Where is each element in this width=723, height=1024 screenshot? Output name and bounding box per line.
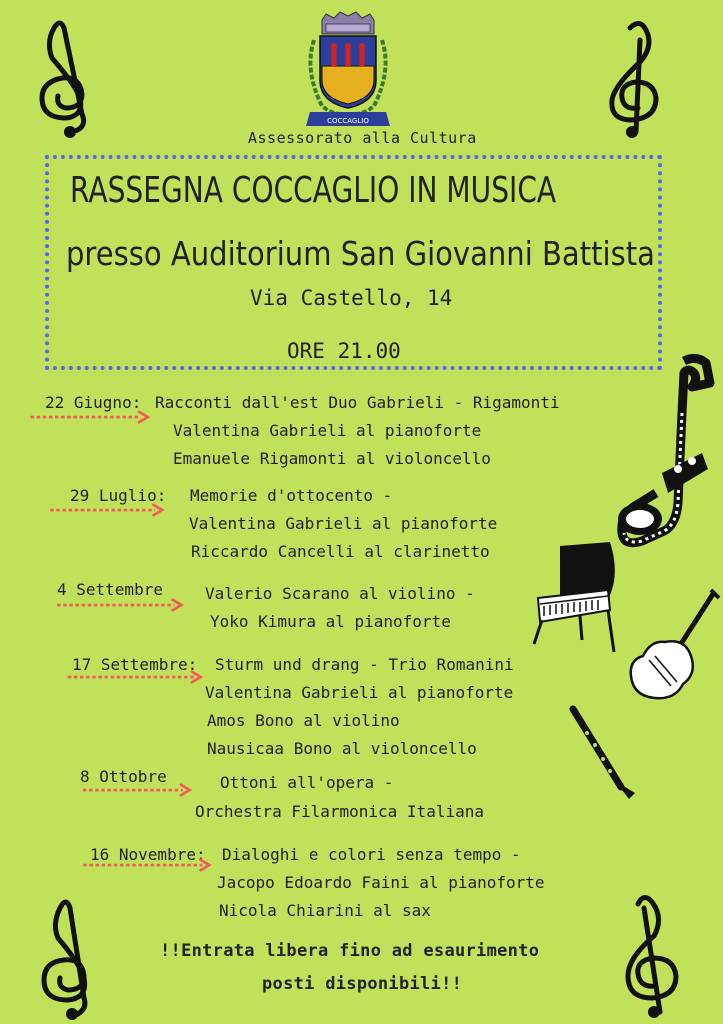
dotted-arrow-icon <box>20 410 160 424</box>
treble-clef-icon <box>32 898 110 1023</box>
seats-notice: posti disponibili!! <box>262 974 463 994</box>
event-line: Amos Bono al violino <box>207 711 400 730</box>
treble-clef-icon <box>600 20 678 140</box>
event-line: Ottoni all'opera - <box>220 773 394 792</box>
dotted-arrow-icon <box>73 783 203 797</box>
event-date: 22 Giugno: <box>45 393 142 412</box>
event-line: Jacopo Edoardo Faini al pianoforte <box>217 873 545 892</box>
free-entry-notice: !!Entrata libera fino ad esaurimento <box>160 941 540 961</box>
event-date: 4 Settembre <box>57 580 163 599</box>
event-line: Memorie d'ottocento - <box>190 486 393 505</box>
event-line: Orchestra Filarmonica Italiana <box>195 802 484 821</box>
time-label: ORE 21.00 <box>287 339 401 363</box>
event-line: Valerio Scarano al violino - <box>205 584 475 603</box>
event-date: 16 Novembre: <box>90 845 206 864</box>
event-line: Racconti dall'est Duo Gabrieli - Rigamonti <box>155 393 560 412</box>
event-line: Valentina Gabrieli al pianoforte <box>173 421 482 440</box>
event-date: 8 Ottobre <box>80 767 167 786</box>
dotted-arrow-icon <box>46 598 196 612</box>
event-line: Emanuele Rigamonti al violoncello <box>173 449 491 468</box>
address-label: Via Castello, 14 <box>250 286 453 310</box>
saxophone-icon <box>612 353 722 568</box>
clarinet-icon <box>565 705 640 805</box>
grand-piano-icon <box>530 540 622 660</box>
event-line: Valentina Gabrieli al pianoforte <box>205 683 514 702</box>
event-line: Riccardo Cancelli al clarinetto <box>191 542 490 561</box>
town-crest-icon <box>300 10 396 135</box>
event-date: 17 Settembre: <box>72 655 198 674</box>
event-date: 29 Luglio: <box>70 486 167 505</box>
event-line: Nicola Chiarini al sax <box>219 901 431 920</box>
page-title: RASSEGNA COCCAGLIO IN MUSICA <box>70 170 557 211</box>
crest-label: COCCAGLIO <box>327 117 369 125</box>
venue-label: presso Auditorium San Giovanni Battista <box>66 234 655 273</box>
dotted-arrow-icon <box>40 503 175 517</box>
event-line: Valentina Gabrieli al pianoforte <box>189 514 498 533</box>
dotted-arrow-icon <box>72 858 224 872</box>
treble-clef-icon <box>30 20 108 140</box>
event-line: Sturm und drang - Trio Romanini <box>215 655 514 674</box>
event-line: Yoko Kimura al pianoforte <box>210 612 451 631</box>
event-line: Nausicaa Bono al violoncello <box>207 739 477 758</box>
event-line: Dialoghi e colori senza tempo - <box>222 845 521 864</box>
dotted-arrow-icon <box>56 670 216 684</box>
treble-clef-icon <box>614 894 694 1019</box>
double-bass-icon <box>625 588 723 708</box>
office-label: Assessorato alla Cultura <box>248 129 477 147</box>
